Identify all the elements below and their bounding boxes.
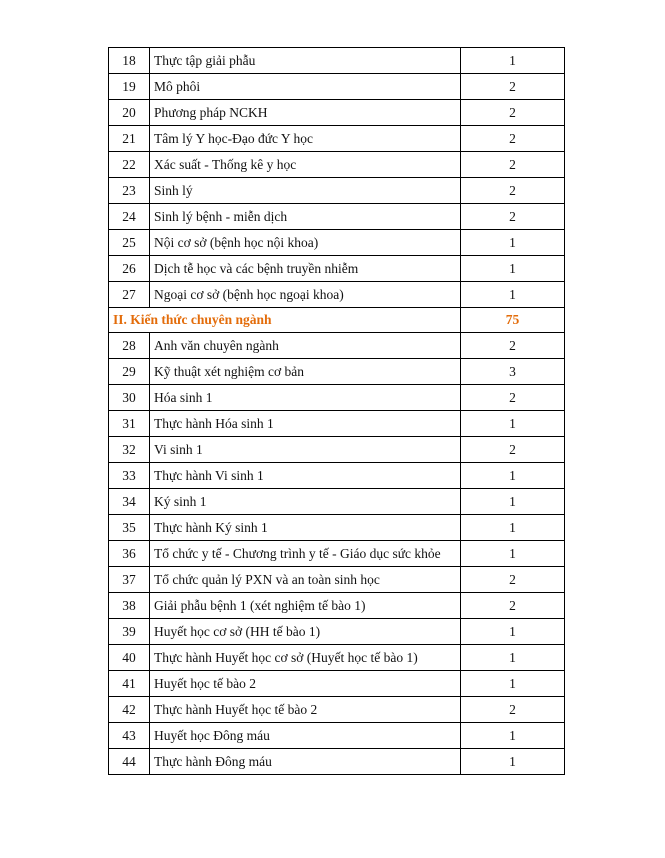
course-number-cell: 35 — [109, 515, 150, 541]
course-number-cell: 38 — [109, 593, 150, 619]
table-row — [109, 515, 565, 541]
course-number-cell: 40 — [109, 645, 150, 671]
table-row — [109, 437, 565, 463]
course-name-cell: Ngoại cơ sở (bệnh học ngoại khoa) — [150, 282, 461, 308]
table-row — [109, 256, 565, 282]
course-number-cell: 41 — [109, 671, 150, 697]
course-number-cell: 43 — [109, 723, 150, 749]
course-credits-cell: 2 — [461, 100, 565, 126]
course-name-cell: Thực hành Vi sinh 1 — [150, 463, 461, 489]
course-credits-cell: 1 — [461, 541, 565, 567]
table-row — [109, 411, 565, 437]
course-number-cell: 18 — [109, 48, 150, 74]
course-credits-cell: 2 — [461, 204, 565, 230]
table-row — [109, 126, 565, 152]
table-row — [109, 541, 565, 567]
course-number-cell: 42 — [109, 697, 150, 723]
table-row — [109, 282, 565, 308]
table-row — [109, 489, 565, 515]
course-credits-cell: 2 — [461, 437, 565, 463]
course-credits-cell: 1 — [461, 48, 565, 74]
course-name-cell: Huyết học tế bào 2 — [150, 671, 461, 697]
table-row — [109, 74, 565, 100]
course-credits-cell: 1 — [461, 645, 565, 671]
course-credits-cell: 2 — [461, 593, 565, 619]
table-row — [109, 359, 565, 385]
course-name-cell: Thực hành Huyết học tế bào 2 — [150, 697, 461, 723]
course-credits-cell: 1 — [461, 256, 565, 282]
course-name-cell: Dịch tễ học và các bệnh truyền nhiễm — [150, 256, 461, 282]
table-row — [109, 48, 565, 74]
course-credits-cell: 2 — [461, 385, 565, 411]
table-row — [109, 100, 565, 126]
course-number-cell: 25 — [109, 230, 150, 256]
table-row — [109, 178, 565, 204]
course-name-cell: Huyết học cơ sở (HH tế bào 1) — [150, 619, 461, 645]
course-number-cell: 34 — [109, 489, 150, 515]
course-name-cell: Giải phẫu bệnh 1 (xét nghiệm tế bào 1) — [150, 593, 461, 619]
course-number-cell: 44 — [109, 749, 150, 775]
table-row — [109, 619, 565, 645]
course-credits-cell: 2 — [461, 178, 565, 204]
course-number-cell: 31 — [109, 411, 150, 437]
course-number-cell: 27 — [109, 282, 150, 308]
course-name-cell: Hóa sinh 1 — [150, 385, 461, 411]
table-row — [109, 385, 565, 411]
course-name-cell: Thực hành Hóa sinh 1 — [150, 411, 461, 437]
course-credits-cell: 2 — [461, 74, 565, 100]
course-credits-cell: 2 — [461, 152, 565, 178]
course-number-cell: 23 — [109, 178, 150, 204]
course-credit-table — [108, 47, 565, 775]
course-number-cell: 36 — [109, 541, 150, 567]
course-number-cell: 19 — [109, 74, 150, 100]
course-credits-cell: 1 — [461, 489, 565, 515]
course-number-cell: 33 — [109, 463, 150, 489]
course-name-cell: Anh văn chuyên ngành — [150, 333, 461, 359]
course-name-cell: Vi sinh 1 — [150, 437, 461, 463]
course-number-cell: 28 — [109, 333, 150, 359]
course-number-cell: 29 — [109, 359, 150, 385]
course-name-cell: Thực tập giải phẫu — [150, 48, 461, 74]
course-credits-cell: 2 — [461, 126, 565, 152]
course-number-cell: 37 — [109, 567, 150, 593]
course-number-cell: 24 — [109, 204, 150, 230]
course-name-cell: Kỹ thuật xét nghiệm cơ bản — [150, 359, 461, 385]
course-number-cell: 22 — [109, 152, 150, 178]
table-row — [109, 697, 565, 723]
course-credits-cell: 1 — [461, 282, 565, 308]
course-table-body — [109, 48, 565, 775]
course-name-cell: Nội cơ sở (bệnh học nội khoa) — [150, 230, 461, 256]
table-row — [109, 333, 565, 359]
course-credits-cell: 1 — [461, 230, 565, 256]
course-name-cell: Phương pháp NCKH — [150, 100, 461, 126]
table-row — [109, 152, 565, 178]
course-credits-cell: 1 — [461, 463, 565, 489]
table-row — [109, 567, 565, 593]
section-credits: 75 — [461, 308, 565, 333]
course-number-cell: 20 — [109, 100, 150, 126]
course-name-cell: Ký sinh 1 — [150, 489, 461, 515]
course-number-cell: 21 — [109, 126, 150, 152]
course-credits-cell: 2 — [461, 567, 565, 593]
course-name-cell: Huyết học Đông máu — [150, 723, 461, 749]
course-name-cell: Sinh lý — [150, 178, 461, 204]
course-name-cell: Thực hành Đông máu — [150, 749, 461, 775]
course-number-cell: 26 — [109, 256, 150, 282]
course-number-cell: 30 — [109, 385, 150, 411]
course-credits-cell: 3 — [461, 359, 565, 385]
course-name-cell: Sinh lý bệnh - miễn dịch — [150, 204, 461, 230]
course-credits-cell: 1 — [461, 723, 565, 749]
course-credits-cell: 1 — [461, 515, 565, 541]
course-number-cell: 39 — [109, 619, 150, 645]
table-row — [109, 645, 565, 671]
table-row — [109, 463, 565, 489]
course-name-cell: Tổ chức quản lý PXN và an toàn sinh học — [150, 567, 461, 593]
course-credits-cell: 1 — [461, 749, 565, 775]
course-credits-cell: 2 — [461, 333, 565, 359]
course-number-cell: 32 — [109, 437, 150, 463]
table-row — [109, 671, 565, 697]
table-row — [109, 723, 565, 749]
course-name-cell: Mô phôi — [150, 74, 461, 100]
course-name-cell: Thực hành Ký sinh 1 — [150, 515, 461, 541]
course-credits-cell: 1 — [461, 411, 565, 437]
table-row — [109, 204, 565, 230]
course-name-cell: Thực hành Huyết học cơ sở (Huyết học tế bào 1) — [150, 645, 461, 671]
course-credits-cell: 1 — [461, 671, 565, 697]
table-row — [109, 749, 565, 775]
course-name-cell: Tâm lý Y học-Đạo đức Y học — [150, 126, 461, 152]
course-credits-cell: 1 — [461, 619, 565, 645]
course-credits-cell: 2 — [461, 697, 565, 723]
section-title: II. Kiến thức chuyên ngành — [109, 308, 461, 333]
table-row — [109, 230, 565, 256]
table-row — [109, 593, 565, 619]
course-name-cell: Tổ chức y tế - Chương trình y tế - Giáo dục sức khỏe — [150, 541, 461, 567]
course-name-cell: Xác suất - Thống kê y học — [150, 152, 461, 178]
section-header-row — [109, 308, 565, 333]
